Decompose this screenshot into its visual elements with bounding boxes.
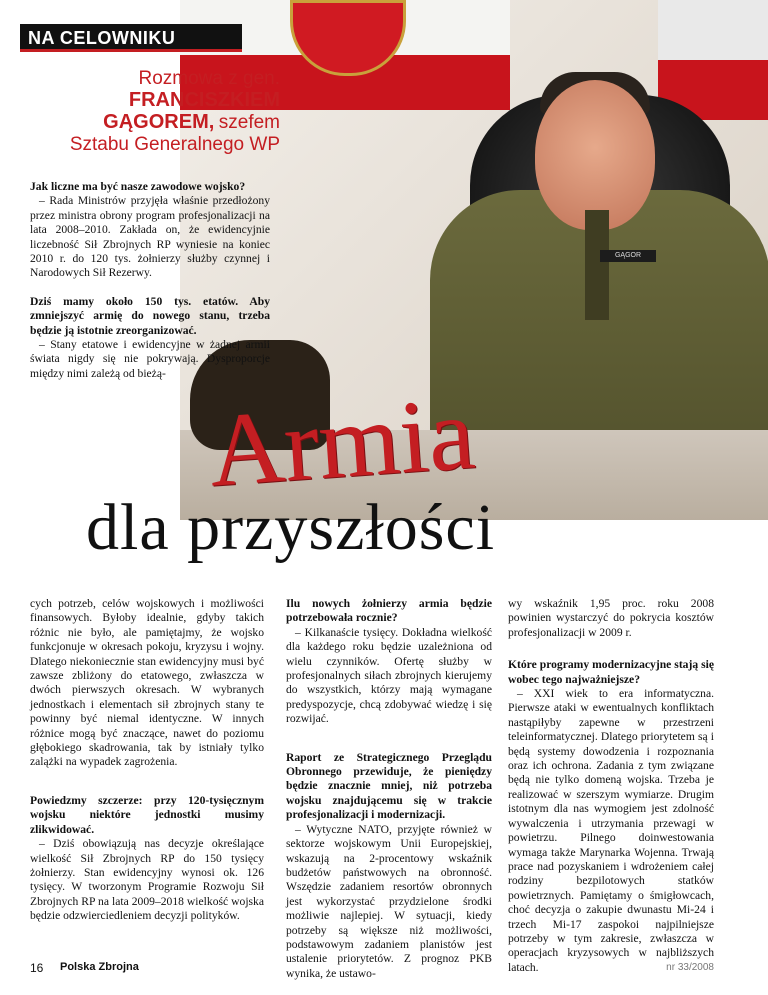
answer: – Stany etatowe i ewidencyjne w żadnej armii świata nigdy się nie pokrywają. Dysproporcje między nimi zależą od bieżą- [30, 338, 270, 380]
officer-head [535, 80, 655, 230]
question: Raport ze Strategicznego Przeglądu Obronnego przewiduje, że pieniędzy będzie znacznie mniej, niż potrzeba wojsku znajdującemu się w trakcie profesjonalizacji i modernizacji. [286, 750, 492, 822]
qa-block [508, 658, 714, 975]
officer-tie [585, 210, 609, 320]
column-2 [286, 597, 492, 995]
column-1 [30, 597, 264, 938]
intro-name1: FRANCISZKIEM [128, 89, 280, 111]
column-3 [508, 597, 714, 989]
qa-block [286, 597, 492, 727]
answer: – Dziś obowiązują nas decyzje określające wielkość Sił Zbrojnych RP do 150 tysięcy żołnierzy. Stan ewidencyjny wynosi ok. 126 tysięcy. W tworzonym Programie Rozwoju Sił Zbrojnych RP na lata 2009–2018 wielkość wojska będzie odzwierciedleniem decyzji polityków. [30, 837, 264, 923]
answer: wy wskaźnik 1,95 proc. roku 2008 powinien wystarczyć do pokrycia kosztów profesjonalizacji w 2009 r. [508, 597, 714, 639]
intro-line1: Rozmowa z gen. [138, 68, 280, 89]
intro [30, 68, 280, 156]
intro-line3: szefem [218, 112, 280, 133]
question: Które programy modernizacyjne stają się wobec tego najważniejsze? [508, 658, 714, 686]
answer: – Kilkanaście tysięcy. Dokładna wielkość dla każdego roku będzie uzależniona od wielu czynników. Ofertę służby w profesjonalnych siłach zbrojnych kierujemy do wszystkich, którzy mają wymagane predyspozycje, chcą zdobywać wiedzę i się rozwijać. [286, 625, 492, 726]
question: Jak liczne ma być nasze zawodowe wojsko? [30, 180, 246, 193]
headline-black: dla przyszłości [86, 491, 496, 564]
name-plate: GĄGOR [600, 250, 656, 262]
qa-block [286, 751, 492, 982]
question: Ilu nowych żołnierzy armia będzie potrzebowała rocznie? [286, 597, 492, 625]
qa-block [30, 180, 270, 281]
question: Powiedzmy szczerze: przy 120-tysięcznym wojsku niektóre jednostki musimy zlikwidować. [30, 793, 264, 836]
intro-line4: Sztabu Generalnego WP [69, 134, 280, 155]
qa-block [30, 794, 264, 924]
question: Dziś mamy około 150 tys. etatów. Aby zmniejszyć armię do nowego stanu, trzeba będzie ją istotnie zreorganizować. [30, 294, 270, 337]
qa-block [30, 597, 264, 770]
issue-number: nr 33/2008 [666, 962, 714, 973]
qa-block [30, 295, 270, 381]
publication-name: Polska Zbrojna [60, 961, 139, 973]
intro-name2: GĄGOREM, [103, 111, 215, 133]
qa-block [508, 597, 714, 640]
column-top-left [30, 180, 270, 395]
page-number: 16 [30, 961, 44, 975]
answer: – Wytyczne NATO, przyjęte również w sektorze wojskowym Unii Europejskiej, wskazują na 2-procentowy wskaźnik budżetów państwowych na obronność. Wszędzie zadaniem resortów obronnych jest wykorzystać przydzielone środki możliwie najlepiej. W sytuacji, kiedy potrzeby są większe niż możliwości, podstawowym zadaniem planistów jest ustalenie priorytetów. Z prognoz PKB wynika, że ustawo- [286, 822, 492, 980]
answer: – Rada Ministrów przyjęła właśnie przedłożony przez ministra obrony program profesjonalizacji na lata 2008–2010. Zakłada on, że ewidencyjnie liczebność Sił Zbrojnych RP wyniesie na koniec 2010 r. do 120 tys. żołnierzy służby czynnej i Narodowych Sił Rezerwy. [30, 194, 270, 280]
answer: – XXI wiek to era informatyczna. Pierwsze ataki w ewentualnych konfliktach nastąpiłyby zapewne w przestrzeni teleinformatycznej. Dlatego priorytetem są i będą systemy dowodzenia i rozpoznania oraz ich ochrona. Zadania z tym związane będą nie tylko domeną wojska. Trzeba je realizować w szerszym wymiarze. Drugim istotnym dla nas wymogiem jest zdolność wywalczenia i utrzymania przewagi w powietrzu. Pilnego doinwestowania wymaga także Marynarka Wojenna. Trwają prace nad pozyskaniem i wdrożeniem całej rodziny bezpilotowych statków powietrznych. Pamiętamy o śmigłowcach, choć decyzja o zakupie dwunastu Mi-24 i trzech Mi-17 zaspokoi najpilniejsze potrzeby w tym zakresie, zwłaszcza w operacjach kryzysowych w najbliższych latach. [508, 687, 714, 974]
answer: cych potrzeb, celów wojskowych i możliwości finansowych. Byłoby idealnie, gdyby takich różnic nie było, ale pamiętajmy, że wojsko funkcjonuje w okresach pokoju, kryzysu i wojny. Dlatego niekoniecznie stan ewidencyjny musi być zawsze zbliżony do etatowego, zwłaszcza w dwóch pierwszych okresach. W wybranych jednostkach i elementach sił zbrojnych stany te powinny być niemal identyczne. W innych różnice mogą być znaczące, nawet do poziomu głębokiego skadrowania, tak by istniały tylko zalążki na wypadek zagrożenia. [30, 597, 264, 769]
section-tag: NA CELOWNIKU [20, 24, 242, 52]
headline-red: Armia [205, 375, 479, 509]
